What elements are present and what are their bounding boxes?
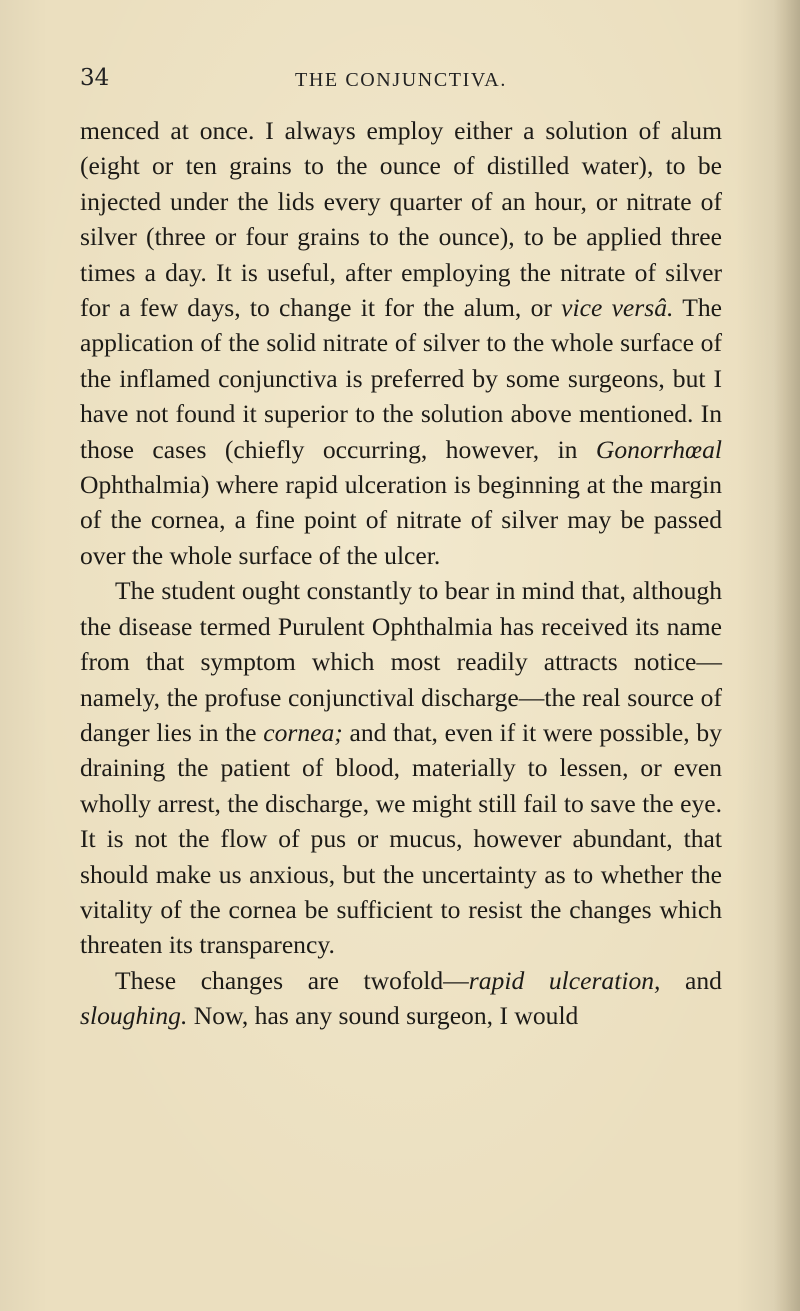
text-segment: Now, has any sound surgeon, I would: [187, 1001, 579, 1031]
text-segment: The student ought constantly to bear in mind that, although the disease termed Purulent Ophthalmia has received its name from that symptom which most readily attracts notice—namely, the profuse conjunctival discharge—the real source of danger lies in the: [80, 576, 722, 747]
italic-text: vice versâ.: [561, 293, 674, 323]
italic-text: cornea;: [263, 717, 343, 747]
text-segment: menced at once. I always employ either a solution of alum (eight or ten grains to the ounce of distilled water), to be injected under the lids every quarter of an hour, or nitrate of silver (three or four grains to the ounce), to be applied three times a day. It is useful, after employing the nitrate of silver for a few days, to change it for the alum, or: [80, 116, 722, 323]
page-header: [80, 65, 722, 97]
page-number: 34: [80, 65, 110, 91]
paragraph: [80, 113, 722, 573]
page-edge-shadow: [774, 0, 800, 1311]
paragraph: [80, 963, 722, 1034]
text-segment: and that, even if it were possible, by draining the patient of blood, materially to lessen, or even wholly arrest, the discharge, we might still fail to save the eye. It is not the flow of pus or mucus, however abundant, that should make us anxious, but the uncertainty as to whether the vitality of the cornea be sufficient to resist the changes which threaten its transparency.: [80, 717, 722, 960]
paragraph: [80, 573, 722, 962]
italic-text: Gonorrhœal: [595, 434, 722, 464]
italic-text: rapid ulceration,: [468, 965, 661, 995]
text-segment: and: [660, 965, 722, 995]
body-text: [80, 113, 722, 1034]
italic-text: sloughing.: [80, 1001, 188, 1031]
text-segment: Ophthalmia) where rapid ulceration is beginning at the margin of the cornea, a fine point of nitrate of silver may be passed over the whole surface of the ulcer.: [80, 470, 722, 570]
text-segment: The application of the solid nitrate of silver to the whole surface of the inflamed conjunctiva is preferred by some surgeons, but I have not found it superior to the solution above mentioned. In those cases (chiefly occurring, however, in: [80, 293, 722, 464]
running-title: THE CONJUNCTIVA.: [295, 69, 507, 91]
text-segment: These changes are twofold—: [115, 965, 469, 995]
